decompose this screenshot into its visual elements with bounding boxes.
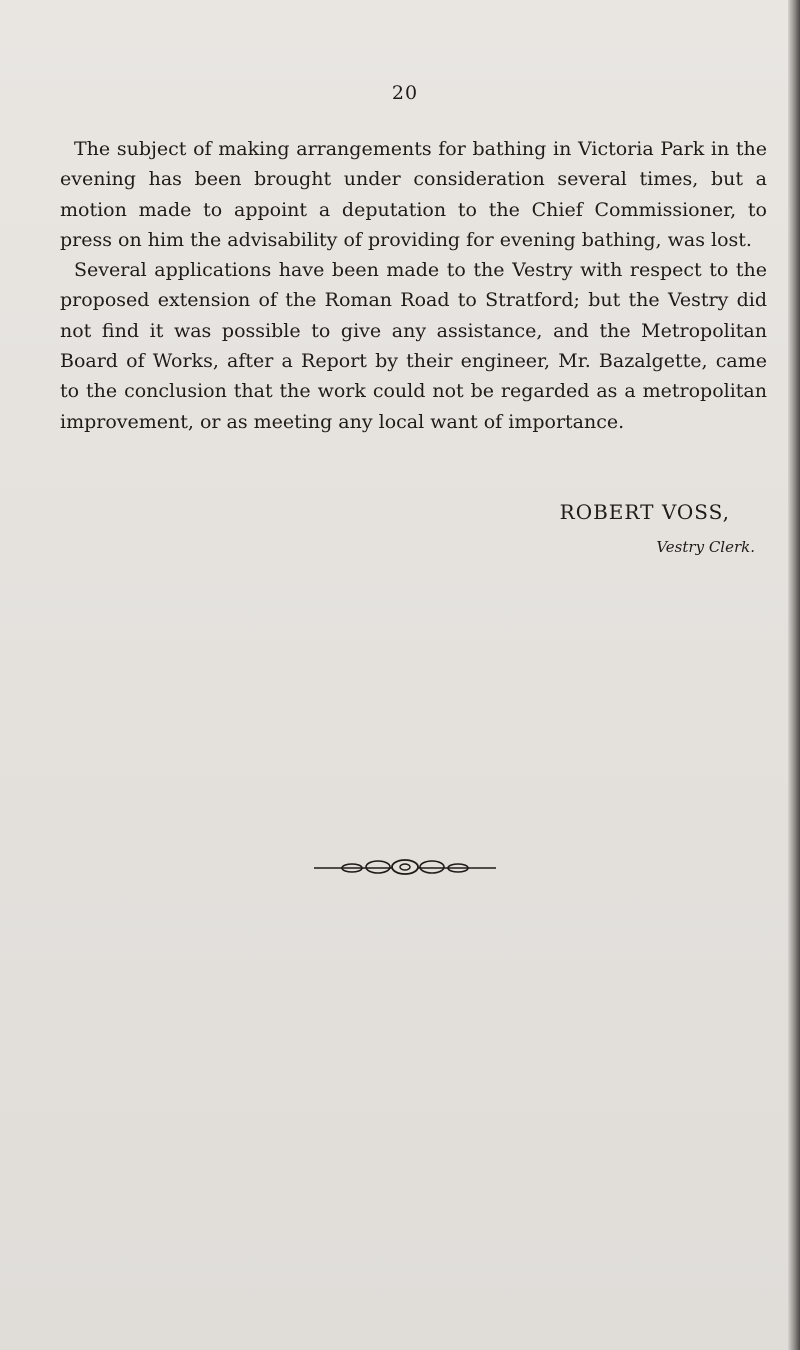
paragraph-bathing: The subject of making arrangements for bathing in Victoria Park in the evening has been brought under consideration several times, but a motion made to appoint a deputation to the Chief Commissioner, to press on him the advisability of providing for evening bathing, was lost. <box>60 138 767 251</box>
paragraph-roman-road: Several applications have been made to the Vestry with respect to the proposed extension of the Roman Road to Stratford; but the Vestry did not find it was possible to give any assistance, and the Metropolitan Board of Works, after a Report by their engineer, Mr. Bazalgette, came to the conclusion that the work could not be regarded as a metropolitan improvement, or as meeting any local want of importance. <box>60 259 767 433</box>
page-number: 20 <box>391 82 419 104</box>
body-text <box>60 134 767 437</box>
signature-name: ROBERT VOSS, <box>559 500 730 524</box>
decorative-rule-icon <box>312 858 498 878</box>
page-edge-shadow <box>788 0 800 1350</box>
signature-title: Vestry Clerk. <box>656 538 755 556</box>
reverse-side-show-through <box>40 560 770 1280</box>
